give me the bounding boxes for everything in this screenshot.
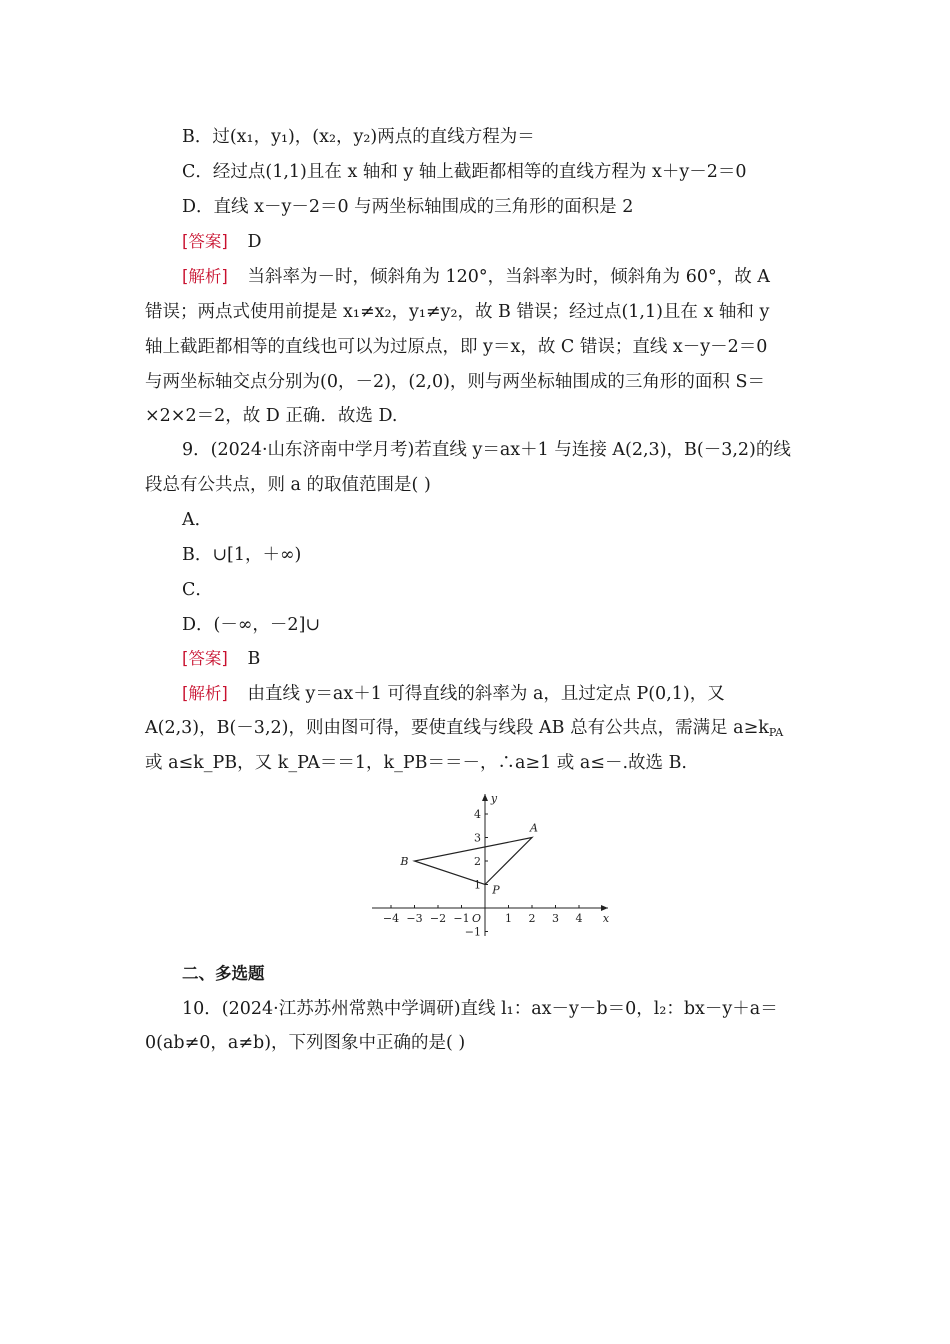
explanation-9-line3: 或 a≤k_PB，又 k_PA＝＝1，k_PB＝＝－，∴a≥1 或 a≤－.故选 B.	[145, 753, 687, 773]
explanation-8-line5: ×2×2＝2，故 D 正确．故选 D.	[145, 406, 398, 426]
option-8d: D．直线 x－y－2＝0 与两坐标轴围成的三角形的面积是 2	[182, 197, 634, 217]
explanation-text: 由直线 y＝ax＋1 可得直线的斜率为 a，且过定点 P(0,1)，又	[247, 684, 725, 704]
y-tick-label: 3	[474, 831, 481, 845]
y-axis-arrow	[482, 794, 488, 801]
x-tick-label: −1	[453, 912, 470, 925]
question-9-line2: 段总有公共点，则 a 的取值范围是( )	[145, 475, 431, 495]
answer-8	[182, 230, 261, 254]
question-10-line2: 0(ab≠0，a≠b)，下列图象中正确的是( )	[145, 1033, 466, 1053]
option-9d: D．(－∞，－2]∪	[182, 615, 321, 635]
x-tick-label: 1	[505, 912, 512, 925]
point-label-a: A	[530, 821, 538, 835]
y-tick-label: 1	[474, 878, 481, 892]
point-label-p: P	[492, 883, 500, 897]
answer-9	[182, 647, 260, 671]
option-9a: A．	[182, 510, 213, 530]
x-tick-label: 2	[528, 912, 536, 925]
coordinate-figure	[370, 790, 615, 940]
answer-value: D	[247, 232, 262, 252]
x-axis-label: x	[602, 912, 610, 925]
origin-label: O	[471, 912, 481, 925]
explanation-8-line3: 轴上截距都相等的直线也可以为过原点，即 y＝x，故 C 错误；直线 x－y－2＝0	[145, 337, 768, 357]
option-9b: B．∪[1，＋∞)	[182, 545, 302, 565]
section-heading-multiple-choice: 二、多选题	[182, 964, 265, 983]
y-tick-label: −1	[464, 925, 481, 939]
answer-tag: [答案]	[182, 649, 228, 668]
x-tick-label: −2	[429, 912, 447, 925]
answer-value: B	[247, 649, 261, 669]
x-tick-label: −4	[382, 912, 400, 925]
option-8b: B．过(x₁，y₁)，(x₂，y₂)两点的直线方程为＝	[182, 127, 535, 147]
question-9-line1: 9．(2024·山东济南中学月考)若直线 y＝ax＋1 与连接 A(2,3)，B(－3,2)的线	[182, 440, 791, 460]
answer-tag: [答案]	[182, 232, 228, 251]
option-9c: C．	[182, 580, 213, 600]
x-tick-label: 3	[552, 912, 559, 925]
explanation-8-line4: 与两坐标轴交点分别为(0，－2)，(2,0)，则与两坐标轴围成的三角形的面积 S＝	[145, 372, 765, 392]
explanation-8-line1	[182, 265, 807, 289]
explanation-text: 当斜率为－时，倾斜角为 120°，当斜率为时，倾斜角为 60°，故 A	[247, 267, 770, 287]
y-tick-label: 4	[474, 808, 481, 821]
x-axis-arrow	[601, 905, 608, 911]
option-8c: C．经过点(1,1)且在 x 轴和 y 轴上截距都相等的直线方程为 x＋y－2＝0	[182, 162, 747, 182]
x-tick-label: 4	[575, 912, 583, 925]
x-tick-label: −3	[406, 912, 423, 925]
explanation-tag: [解析]	[182, 267, 228, 286]
question-10-line1: 10．(2024·江苏苏州常熟中学调研)直线 l₁：ax－y－b＝0，l₂：bx－y＋a＝	[182, 999, 778, 1019]
y-tick-label: 2	[474, 855, 481, 868]
explanation-text: A(2,3)，B(－3,2)，则由图可得，要使直线与线段 AB 总有公共点，需满足 a≥k	[145, 718, 769, 738]
point-label-b: B	[400, 855, 409, 868]
y-axis-label: y	[490, 792, 498, 805]
explanation-8-line2: 错误；两点式使用前提是 x₁≠x₂，y₁≠y₂，故 B 错误；经过点(1,1)且在 x 轴和 y	[145, 302, 770, 322]
subscript: PA	[768, 726, 784, 739]
explanation-tag: [解析]	[182, 684, 228, 703]
explanation-9-line1	[182, 682, 725, 706]
explanation-9-line2	[145, 716, 783, 740]
